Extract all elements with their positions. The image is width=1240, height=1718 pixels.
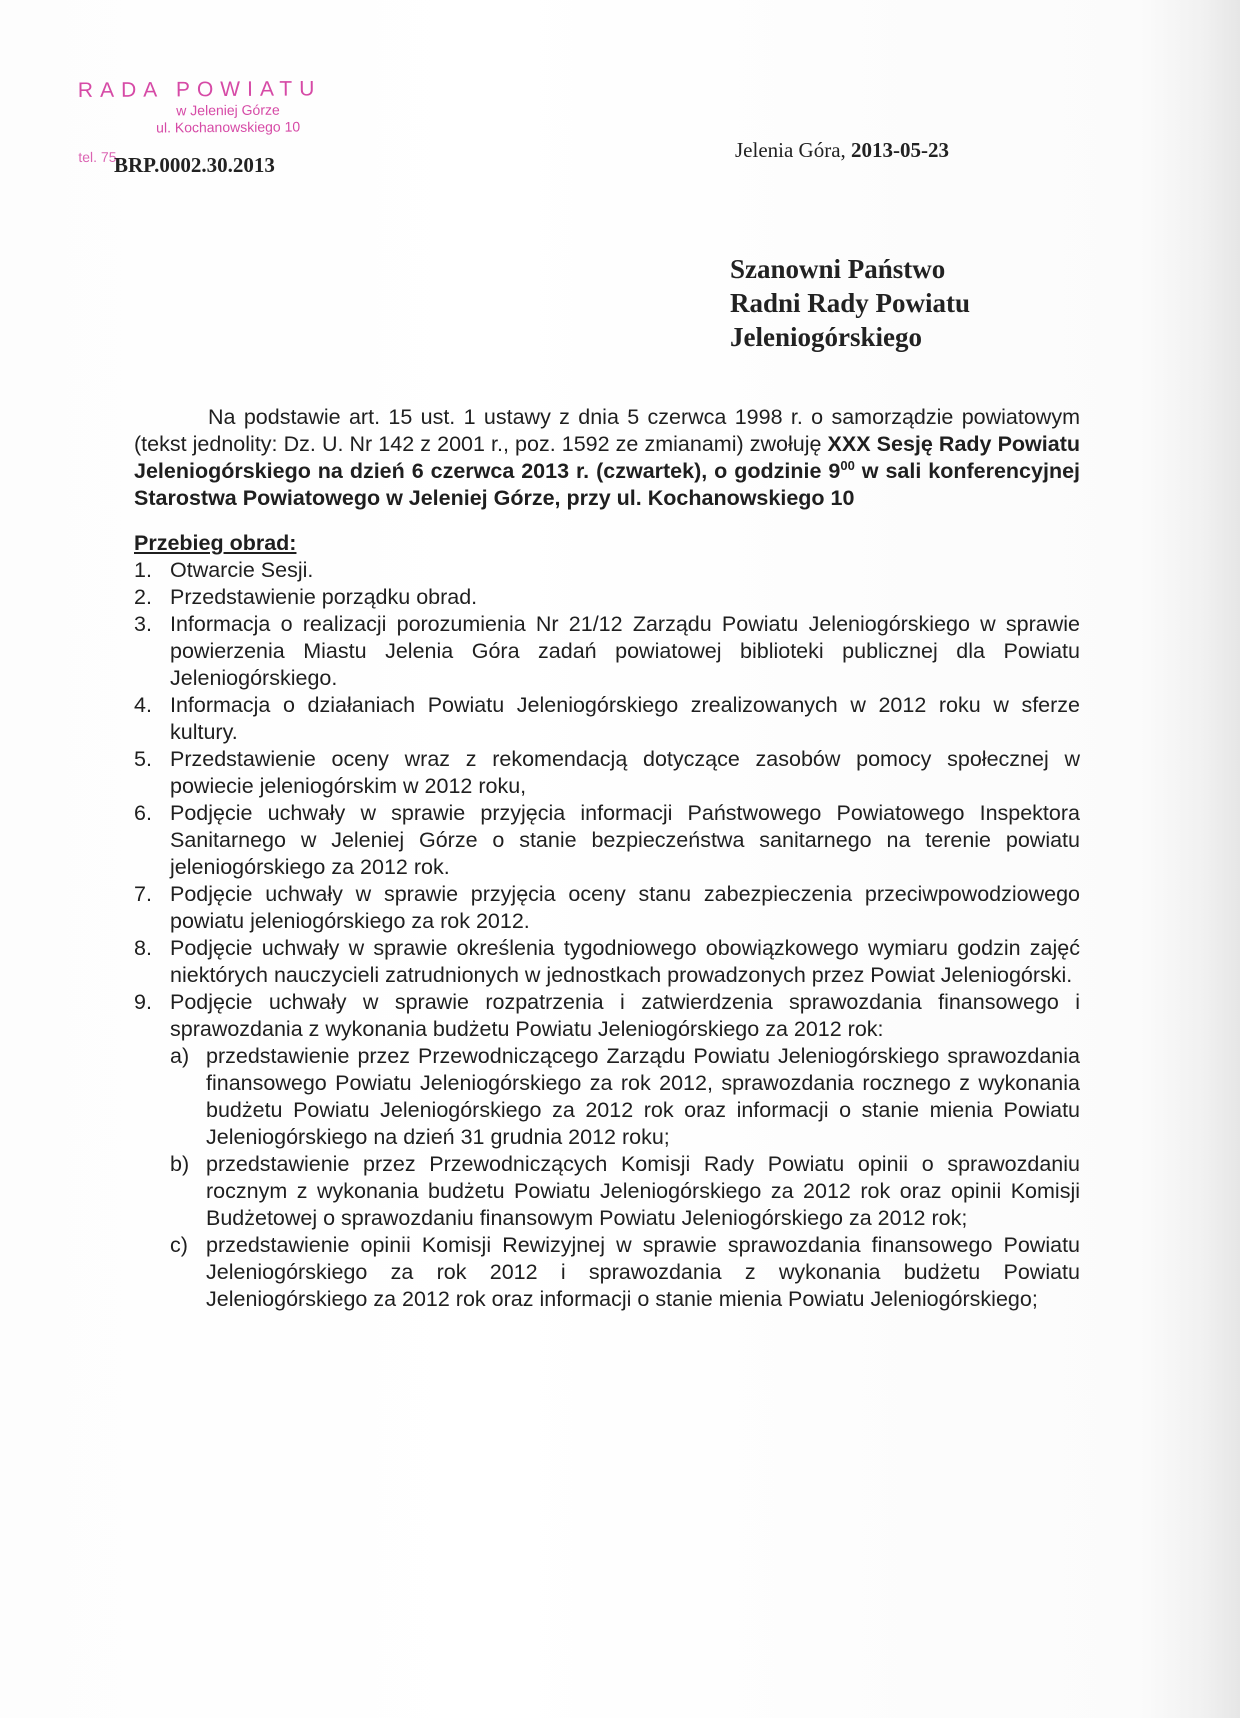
agenda-item-number: 9. <box>134 990 152 1014</box>
agenda-item-text: Informacja o realizacji porozumienia Nr 21/12 Zarządu Powiatu Jeleniogórskiego w sprawie powierzenia Miastu Jelenia Góra zadań powiatowej biblioteki publicznej dla Powiatu Jeleniogórskiego. <box>170 612 1080 690</box>
place-and-date <box>735 138 949 163</box>
subitem-text: przedstawienie opinii Komisji Rewizyjnej w sprawie sprawozdania finansowego Powiatu Jeleniogórskiego za rok 2012 i sprawozdania z wykonania budżetu Powiatu Jeleniogórskiego za 2012 rok oraz informacji o stanie mienia Powiatu Jeleniogórskiego; <box>206 1233 1080 1311</box>
agenda-item-number: 8. <box>134 936 152 960</box>
stamp-title: RADA POWIATU <box>77 77 322 103</box>
place-label: Jelenia Góra, <box>735 138 852 162</box>
agenda-item-text: Otwarcie Sesji. <box>170 558 314 582</box>
agenda-item <box>134 557 1080 584</box>
agenda-item <box>134 935 1080 989</box>
agenda-item <box>134 611 1080 692</box>
session-date-text: XXX Sesję Rady Powiatu Jeleniogórskiego na dzień 6 czerwca 2013 r. (czwartek), o godzinie 9 <box>134 432 1081 483</box>
agenda-item-number: 4. <box>134 693 152 717</box>
agenda-item-text: Informacja o działaniach Powiatu Jeleniogórskiego zrealizowanych w 2012 roku w sferze kultury. <box>170 693 1080 744</box>
letter-body <box>134 404 1080 1313</box>
agenda-subitem <box>170 1232 1080 1313</box>
hour-superscript: 00 <box>840 457 855 473</box>
agenda-item <box>134 584 1080 611</box>
agenda-subitem <box>170 1151 1080 1232</box>
subitem-text: przedstawienie przez Przewodniczących Komisji Rady Powiatu opinii o sprawozdaniu rocznym z wykonania budżetu Powiatu Jeleniogórskiego za 2012 rok oraz opinii Komisji Budżetowej o sprawozdaniu finansowym Powiatu Jeleniogórskiego za 2012 rok; <box>206 1152 1080 1230</box>
intro-paragraph <box>134 404 1080 512</box>
subitem-text: przedstawienie przez Przewodniczącego Zarządu Powiatu Jeleniogórskiego sprawozdania finansowego Powiatu Jeleniogórskiego za rok 2012, sprawozdania rocznego z wykonania budżetu Powiatu Jeleniogórskiego za 2012 rok oraz informacji o stanie mienia Powiatu Jeleniogórskiego na dzień 31 grudnia 2012 roku; <box>206 1044 1080 1149</box>
agenda-item-number: 3. <box>134 612 152 636</box>
subitem-letter: c) <box>170 1233 188 1257</box>
agenda-subitem <box>170 1043 1080 1151</box>
agenda-item-text: Przedstawienie oceny wraz z rekomendacją dotyczące zasobów pomocy społecznej w powiecie jeleniogórskim w 2012 roku, <box>170 747 1080 798</box>
agenda-item-number: 2. <box>134 585 152 609</box>
letter-date: 2013-05-23 <box>851 138 950 162</box>
addressee-block <box>730 252 970 354</box>
agenda-item-number: 7. <box>134 882 152 906</box>
agenda-item-number: 1. <box>134 558 152 582</box>
subitem-letter: b) <box>170 1152 190 1176</box>
agenda-subitem-list <box>170 1043 1080 1313</box>
agenda-item-number: 6. <box>134 801 152 825</box>
agenda-item <box>134 692 1080 746</box>
agenda-item <box>134 746 1080 800</box>
stamp-city: w Jeleniej Górze <box>176 101 280 119</box>
agenda-item-text: Podjęcie uchwały w sprawie przyjęcia informacji Państwowego Powiatowego Inspektora Sanitarnego w Jeleniej Górze o stanie bezpieczeństwa sanitarnego na terenie powiatu jeleniogórskiego za 2012 rok. <box>170 801 1080 879</box>
session-venue-text: w sali konferencyjnej Starostwa Powiatowego w Jeleniej Górze, przy ul. Kochanowskiego 10 <box>134 459 1081 510</box>
agenda-item <box>134 800 1080 881</box>
addressee-line-2: Radni Rady Powiatu <box>730 288 971 318</box>
intro-text: Na podstawie art. 15 ust. 1 ustawy z dnia 5 czerwca 1998 r. o samorządzie powiatowym (tekst jednolity: Dz. U. Nr 142 z 2001 r., poz. 1592 ze zmianami) zwołuję <box>134 405 1080 456</box>
stamp-street: ul. Kochanowskiego 10 <box>156 118 301 136</box>
agenda-item <box>134 881 1080 935</box>
stamp-phone: tel. 75 <box>78 148 117 166</box>
agenda-list <box>134 557 1080 1313</box>
addressee-line-3: Jeleniogórskiego <box>730 322 922 352</box>
addressee-line-1: Szanowni Państwo <box>730 254 946 284</box>
agenda-item-text: Podjęcie uchwały w sprawie przyjęcia oceny stanu zabezpieczenia przeciwpowodziowego powiatu jeleniogórskiego za rok 2012. <box>170 882 1080 933</box>
subitem-letter: a) <box>170 1044 190 1068</box>
agenda-item-text: Podjęcie uchwały w sprawie określenia tygodniowego obowiązkowego wymiaru godzin zajęć niektórych nauczycieli zatrudnionych w jednostkach prowadzonych przez Powiat Jeleniogórski. <box>170 936 1080 987</box>
agenda-item-number: 5. <box>134 747 152 771</box>
agenda-heading: Przebieg obrad: <box>134 531 297 555</box>
agenda-item-text: Podjęcie uchwały w sprawie rozpatrzenia i zatwierdzenia sprawozdania finansowego i sprawozdania z wykonania budżetu Powiatu Jeleniogórskiego za 2012 rok: <box>170 990 1080 1041</box>
agenda-item-text: Przedstawienie porządku obrad. <box>170 585 478 609</box>
agenda-item <box>134 989 1080 1313</box>
reference-number: BRP.0002.30.2013 <box>114 153 275 177</box>
